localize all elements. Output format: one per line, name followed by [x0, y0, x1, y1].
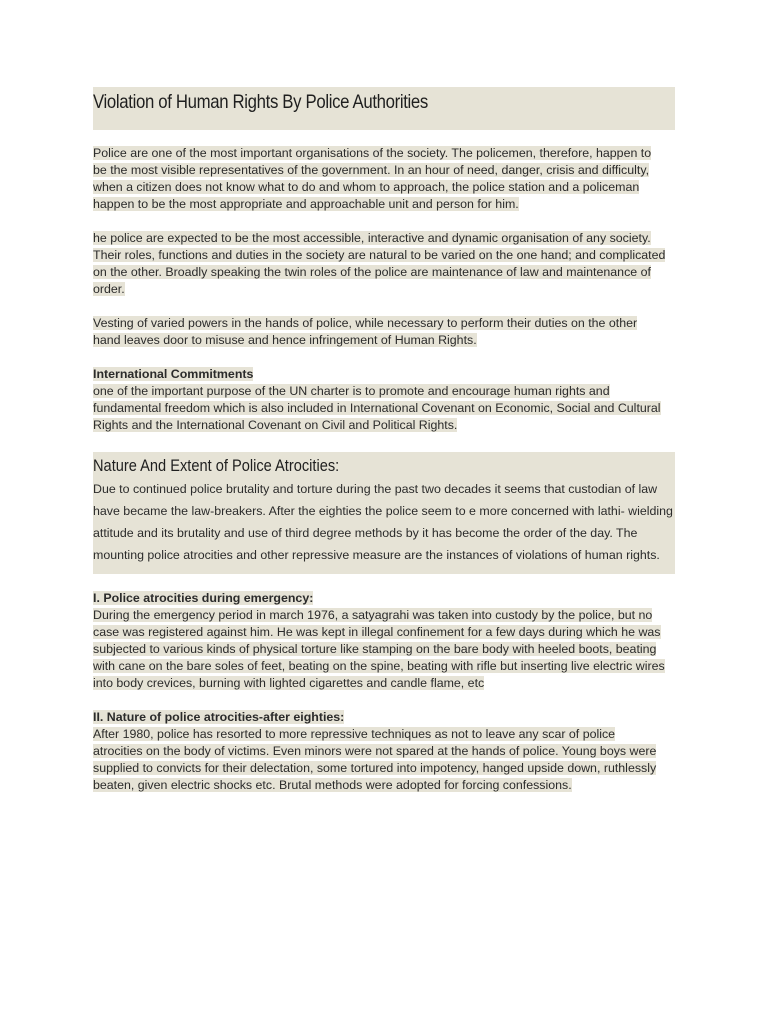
intro-paragraph-1-text: Police are one of the most important organisations of the society. The policemen, therefore, happen to be the most visible representatives of the government. In an hour of need, danger, crisis and difficulty, when a citizen does not know what to do and whom to approach, the police station and a policeman happen to be the most appropriate and approachable unit and person for him.: [93, 146, 652, 211]
intro-paragraph-3: [93, 315, 668, 349]
nature-heading: Nature And Extent of Police Atrocities:: [93, 456, 340, 475]
emergency-heading: I. Police atrocities during emergency:: [93, 591, 314, 605]
after-eighties-text: After 1980, police has resorted to more repressive techniques as not to leave any scar of police atrocities on the body of victims. Even minors were not spared at the hands of police. Young boys were supplied to convicts for their delectation, some tortured into impotency, hanged upside down, ruthlessly beaten, given electric shocks etc. Brutal methods were adopted for forcing confessions.: [93, 727, 657, 792]
intro-paragraph-1: [93, 145, 668, 213]
after-eighties-heading: II. Nature of police atrocities-after eighties:: [93, 710, 345, 724]
nature-text: Due to continued police brutality and torture during the past two decades it seems that custodian of law have became the law-breakers. After the eighties the police seem to e more concerned with lathi- wielding attitude and its brutality and use of third degree methods by it has become the order of the day. The mounting police atrocities and other repressive measure are the instances of violations of human rights.: [93, 482, 673, 562]
emergency-section: [93, 590, 668, 692]
international-section: [93, 366, 668, 434]
document-page: [93, 87, 675, 794]
international-heading: International Commitments: [93, 367, 254, 381]
emergency-text: During the emergency period in march 1976, a satyagrahi was taken into custody by the police, but no case was registered against him. He was kept in illegal confinement for a few days during which he was subjected to various kinds of physical torture like stamping on the bare body with heeled boots, beating with cane on the bare soles of feet, beating on the spine, beating with rifle but inserting live electric wires into body crevices, burning with lighted cigarettes and candle flame, etc: [93, 608, 665, 690]
intro-paragraph-2: [93, 230, 668, 298]
intro-paragraph-3-text: Vesting of varied powers in the hands of police, while necessary to perform their duties on the other hand leaves door to misuse and hence infringement of Human Rights.: [93, 316, 638, 347]
page-title: Violation of Human Rights By Police Authorities: [93, 91, 428, 113]
title-band: [93, 87, 675, 130]
nature-section: [93, 452, 675, 574]
after-eighties-section: [93, 709, 668, 794]
international-text: one of the important purpose of the UN charter is to promote and encourage human rights and fundamental freedom which is also included in International Covenant on Economic, Social and Cultural Rights and the International Covenant on Civil and Political Rights.: [93, 384, 661, 432]
intro-paragraph-2-text: he police are expected to be the most accessible, interactive and dynamic organisation of any society. Their roles, functions and duties in the society are natural to be varied on the one hand; and complicated on the other. Broadly speaking the twin roles of the police are maintenance of law and maintenance of order.: [93, 231, 666, 296]
